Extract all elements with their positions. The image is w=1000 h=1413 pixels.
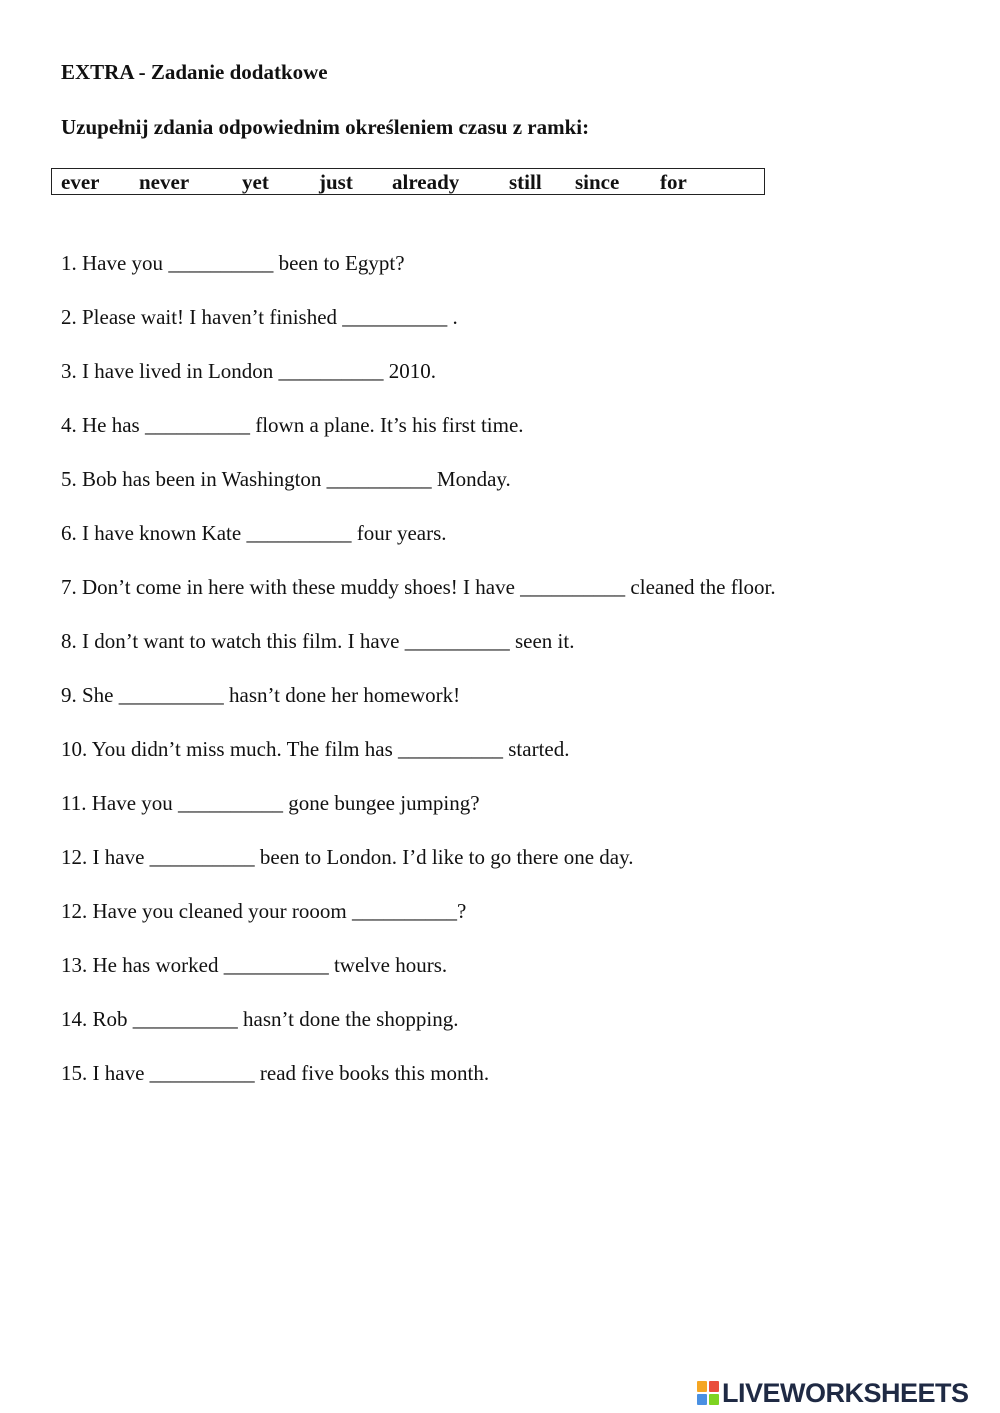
sentence-end: gone bungee jumping?	[283, 791, 480, 815]
sentence-end: .	[447, 305, 458, 329]
answer-blank[interactable]: __________	[223, 953, 329, 977]
sentence-start: 10. You didn’t miss much. The film has	[61, 737, 398, 761]
answer-blank[interactable]: __________	[398, 737, 503, 761]
sentence-start: 2. Please wait! I haven’t finished	[61, 305, 343, 329]
exercise-sentence	[61, 413, 776, 467]
sentence-end: hasn’t done her homework!	[223, 683, 461, 707]
sentence-end: Monday.	[431, 467, 511, 491]
answer-blank[interactable]: __________	[168, 251, 274, 275]
sentence-start: 14. Rob	[61, 1007, 133, 1031]
sentence-start: 5. Bob has been in Washington	[61, 467, 327, 491]
exercise-sentence	[61, 359, 776, 413]
sentence-start: 12. Have you cleaned your rooom	[61, 899, 352, 923]
sentence-end: flown a plane. It’s his first time.	[249, 413, 524, 437]
word-bank-item: already	[392, 170, 460, 194]
sentence-start: 13. He has worked	[61, 953, 224, 977]
answer-blank[interactable]: __________	[144, 413, 250, 437]
exercise-sentence	[61, 737, 776, 791]
word-bank-item: never	[139, 170, 190, 194]
sentence-start: 12. I have	[61, 845, 150, 869]
instruction-text: Uzupełnij zdania odpowiednim określeniem czasu z ramki:	[61, 115, 590, 139]
exercise-sentence	[61, 899, 776, 953]
sentence-end: 2010.	[383, 359, 437, 383]
sentence-start: 1. Have you	[61, 251, 169, 275]
exercise-sentence	[61, 521, 776, 575]
exercise-sentence	[61, 575, 776, 629]
word-bank-item: yet	[242, 170, 269, 194]
exercise-sentence	[61, 845, 776, 899]
sentence-end: ?	[457, 899, 467, 923]
exercise-sentence	[61, 1061, 776, 1115]
exercise-list	[61, 251, 776, 1115]
exercise-sentence	[61, 791, 776, 845]
exercise-sentence	[61, 251, 776, 305]
exercise-sentence	[61, 467, 776, 521]
exercise-sentence	[61, 683, 776, 737]
liveworksheets-logo-icon	[697, 1381, 719, 1405]
sentence-start: 4. He has	[61, 413, 145, 437]
answer-blank[interactable]: __________	[149, 845, 255, 869]
answer-blank[interactable]: __________	[278, 359, 384, 383]
word-bank-box	[51, 168, 765, 195]
exercise-sentence	[61, 305, 776, 359]
sentence-end: read five books this month.	[254, 1061, 490, 1085]
sentence-start: 8. I don’t want to watch this film. I have	[61, 629, 405, 653]
answer-blank[interactable]: __________	[132, 1007, 238, 1031]
sentence-start: 3. I have lived in London	[61, 359, 279, 383]
sentence-start: 6. I have known Kate	[61, 521, 247, 545]
answer-blank[interactable]: __________	[352, 899, 457, 923]
exercise-sentence	[61, 1007, 776, 1061]
sentence-end: four years.	[351, 521, 447, 545]
answer-blank[interactable]: __________	[118, 683, 224, 707]
sentence-start: 15. I have	[61, 1061, 150, 1085]
sentence-end: twelve hours.	[328, 953, 448, 977]
sentence-end: been to London. I’d like to go there one day.	[254, 845, 634, 869]
exercise-sentence	[61, 629, 776, 683]
sentence-start: 9. She	[61, 683, 119, 707]
answer-blank[interactable]: __________	[404, 629, 510, 653]
word-bank-item: for	[660, 170, 687, 194]
sentence-end: seen it.	[509, 629, 575, 653]
sentence-end: been to Egypt?	[273, 251, 405, 275]
liveworksheets-logo	[697, 1379, 969, 1407]
answer-blank[interactable]: __________	[149, 1061, 255, 1085]
worksheet-title: EXTRA - Zadanie dodatkowe	[61, 60, 328, 84]
answer-blank[interactable]: __________	[246, 521, 352, 545]
sentence-end: started.	[503, 737, 570, 761]
sentence-end: hasn’t done the shopping.	[237, 1007, 459, 1031]
sentence-start: 11. Have you	[61, 791, 179, 815]
liveworksheets-logo-text: LIVEWORKSHEETS	[722, 1378, 969, 1408]
word-bank-item: just	[319, 170, 353, 194]
word-bank-item: since	[575, 170, 620, 194]
answer-blank[interactable]: __________	[342, 305, 448, 329]
answer-blank[interactable]: __________	[520, 575, 626, 599]
answer-blank[interactable]: __________	[178, 791, 284, 815]
word-bank-item: still	[509, 170, 542, 194]
exercise-sentence	[61, 953, 776, 1007]
answer-blank[interactable]: __________	[326, 467, 432, 491]
word-bank-item: ever	[61, 170, 100, 194]
sentence-end: cleaned the floor.	[625, 575, 776, 599]
sentence-start: 7. Don’t come in here with these muddy shoes! I have	[61, 575, 521, 599]
